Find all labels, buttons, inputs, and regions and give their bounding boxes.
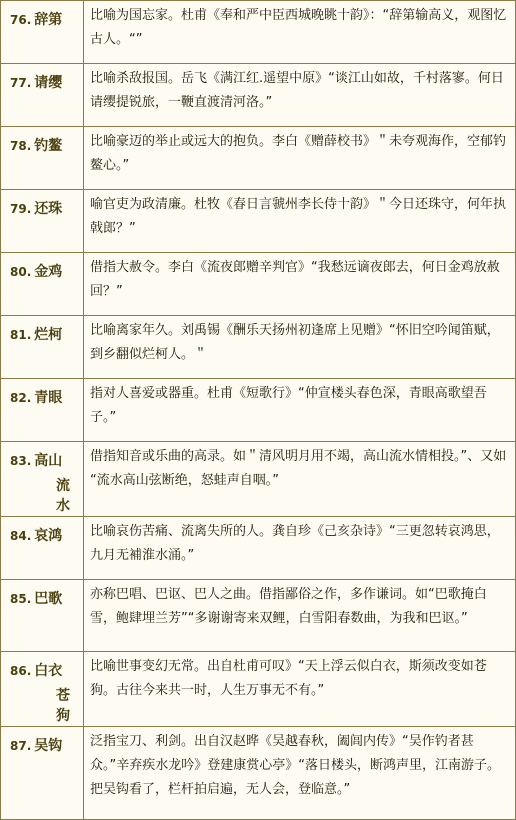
term-cell	[1, 517, 84, 580]
entry-number: 78.	[10, 139, 32, 153]
term-cell	[1, 379, 84, 442]
entry-term-line2: 流水	[56, 478, 70, 514]
entry-description: 指对人喜爱或器重。杜甫《短歌行》“仲宣楼头春色深，青眼高歌望吾子。”	[84, 379, 516, 442]
entry-term-line2: 苍狗	[56, 688, 70, 724]
term-cell	[1, 316, 84, 379]
entry-term: 钓鳌	[34, 138, 63, 154]
entry-description: 泛指宝刀、利剑。出自汉赵晔《吴越春秋，阖闾内传》“吴作钓者甚众。”辛弃疾水龙吟》登建康赏心亭》“落日楼头，断鸿声里，江南游子。把吴钩看了，栏杆拍启遍，无人会，登临意。”	[84, 727, 516, 820]
entry-number: 87.	[10, 739, 32, 753]
entry-number: 80.	[10, 265, 32, 279]
term-cell	[1, 727, 84, 820]
entry-number: 81.	[10, 328, 32, 342]
term-cell	[1, 1, 84, 64]
entry-term: 还珠	[34, 201, 63, 217]
table-row	[1, 580, 516, 652]
term-cell	[1, 442, 84, 517]
table-row	[1, 1, 516, 64]
table-row	[1, 127, 516, 190]
table-row	[1, 442, 516, 517]
entry-number: 82.	[10, 391, 32, 405]
entry-term: 烂柯	[34, 327, 63, 343]
term-cell	[1, 652, 84, 727]
table-row	[1, 379, 516, 442]
entry-description: 比喻为国忘家。杜甫《奉和严中臣西城晚眺十韵》：“辞第输高义，观图忆古人。“”	[84, 1, 516, 64]
entry-number: 83.	[10, 454, 32, 468]
entry-term: 辞第	[34, 12, 63, 28]
term-cell	[1, 253, 84, 316]
table-row	[1, 64, 516, 127]
entry-term: 哀鸿	[34, 528, 63, 544]
entry-number: 76.	[10, 13, 32, 27]
entry-description: 亦称巴唱、巴讴、巴人之曲。借指鄙俗之作，多作谦词。如“巴歌掩白雪，鲍肆埋兰芳”“多谢谢寄来双鲤，白雪阳春数曲，为我和巴讴。”	[84, 580, 516, 652]
term-cell	[1, 64, 84, 127]
entry-number: 84.	[10, 529, 32, 543]
entry-term: 青眼	[34, 390, 63, 406]
entry-description: 比喻哀伤苦痛、流离失所的人。龚自珍《己亥杂诗》“三更忽转哀鸿思，九月无補淮水涌。”	[84, 517, 516, 580]
entry-description: 比喻杀敌报国。岳飞《满江红.遥望中原》“谈江山如故，千村落寥。何日请缨提锐旅，一鞭直渡清河洛。”	[84, 64, 516, 127]
entry-description: 比喻世事变幻无常。出自杜甫可叹》“天上浮云似白衣，斯须改变如苍狗。古往今来共一时，人生万事无不有。”	[84, 652, 516, 727]
entry-number: 77.	[10, 76, 32, 90]
entry-description: 喻官吏为政清廉。杜牧《春日言虢州李长侍十韵》＂今日还珠守，何年执戟郎？”	[84, 190, 516, 253]
entry-term: 吴钩	[34, 738, 63, 754]
table-row	[1, 517, 516, 580]
entry-number: 85.	[10, 592, 32, 606]
table-row	[1, 727, 516, 820]
entry-term: 金鸡	[34, 264, 63, 280]
entry-description: 比喻豪迈的举止或远大的抱负。李白《赠薛校书》＂未夸观海作，空郁钓鳌心。”	[84, 127, 516, 190]
table-row	[1, 652, 516, 727]
entry-description: 比喻离家年久。刘禹锡《酬乐天扬州初逢席上见赠》“怀旧空吟闻笛赋，到乡翻似烂柯人。＂	[84, 316, 516, 379]
entry-term: 巴歌	[34, 591, 63, 607]
entry-term: 请缨	[34, 75, 63, 91]
table-row	[1, 316, 516, 379]
table-row	[1, 253, 516, 316]
term-cell	[1, 580, 84, 652]
term-cell	[1, 127, 84, 190]
entry-term: 白衣	[34, 663, 63, 679]
entry-number: 79.	[10, 202, 32, 216]
term-cell	[1, 190, 84, 253]
table-row	[1, 190, 516, 253]
entry-description: 借指知音或乐曲的高录。如＂清风明月用不竭，高山流水情相投。”、又如 “流水高山弦断绝，怒蛙声自咽。”	[84, 442, 516, 517]
entry-description: 借指大赦令。李白《流夜郎赠辛判官》“我愁远谪夜郎去，何日金鸡放赦回？”	[84, 253, 516, 316]
entry-term: 高山	[34, 453, 63, 469]
entry-number: 86.	[10, 664, 32, 678]
